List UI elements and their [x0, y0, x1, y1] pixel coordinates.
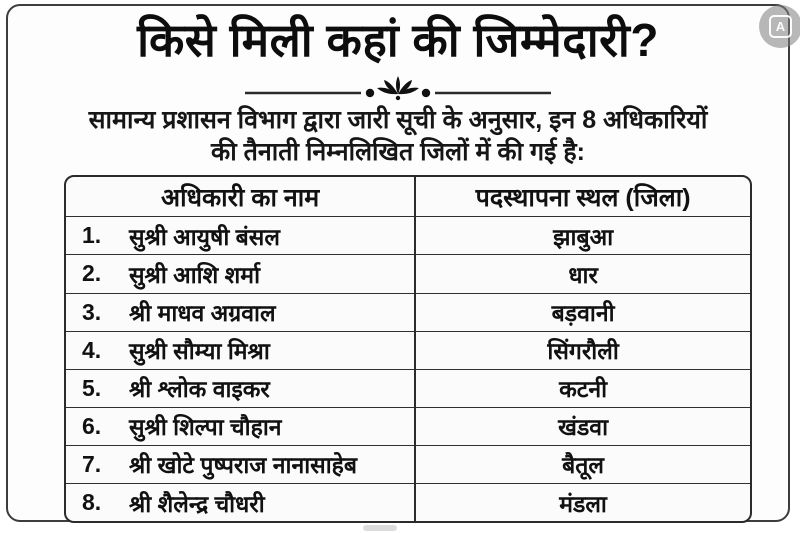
officer-name-cell — [66, 217, 416, 254]
officer-name: सुश्री शिल्पा चौहान — [129, 414, 282, 441]
district-cell: बड़वानी — [551, 300, 615, 327]
row-number: 1. — [82, 222, 102, 249]
officer-name-cell — [66, 370, 416, 407]
page-title: किसे मिली कहां की जिम्मेदारी? — [137, 14, 659, 66]
subtitle-line1: सामान्य प्रशासन विभाग द्वारा जारी सूची के अनुसार, इन 8 अधिकारियों — [88, 106, 708, 134]
lotus-divider-icon — [243, 72, 553, 106]
district-cell: बैतूल — [562, 452, 605, 479]
photo-viewer-badge[interactable] — [759, 5, 800, 48]
officer-name: श्री खोटे पुष्पराज नानासाहेब — [129, 452, 358, 479]
officer-name: श्री माधव अग्रवाल — [129, 300, 276, 327]
district-cell: खंडवा — [558, 414, 609, 441]
table-row — [66, 445, 750, 483]
officer-name: सुश्री सौम्या मिश्रा — [129, 338, 270, 365]
table-row — [66, 293, 750, 331]
bottom-edge-artifact — [363, 525, 397, 531]
table-row — [66, 331, 750, 369]
officers-table — [64, 175, 752, 523]
table-row — [66, 407, 750, 445]
table-row — [66, 369, 750, 407]
table-header-row — [66, 177, 750, 216]
row-number: 3. — [82, 298, 102, 325]
row-number: 5. — [82, 374, 102, 401]
table-row — [66, 483, 750, 521]
table-row — [66, 216, 750, 254]
subtitle — [8, 104, 788, 168]
officer-name-cell — [66, 255, 416, 292]
table-row — [66, 254, 750, 292]
district-cell: धार — [568, 261, 598, 288]
district-cell: कटनी — [559, 376, 608, 403]
content-card — [6, 4, 790, 522]
letter-a-icon: A — [769, 15, 792, 38]
officer-name-cell — [66, 408, 416, 445]
district-cell: सिंगरौली — [547, 338, 619, 365]
officer-name: श्री श्लोक वाइकर — [129, 376, 270, 403]
officer-name: सुश्री आशि शर्मा — [129, 261, 261, 288]
row-number: 4. — [82, 336, 102, 363]
officer-name: श्री शैलेन्द्र चौधरी — [129, 490, 265, 517]
district-cell: झाबुआ — [553, 223, 614, 250]
officer-name: सुश्री आयुषी बंसल — [129, 223, 280, 250]
header-posting-district: पदस्थापना स्थल (जिला) — [475, 183, 691, 212]
row-number: 7. — [82, 450, 102, 477]
officer-name-cell — [66, 484, 416, 521]
header-officer-name: अधिकारी का नाम — [66, 177, 416, 216]
row-number: 8. — [82, 489, 102, 516]
district-cell: मंडला — [559, 490, 607, 517]
subtitle-line2: की तैनाती निम्नलिखित जिलों में की गई है: — [211, 138, 585, 166]
row-number: 2. — [82, 260, 102, 287]
officer-name-cell — [66, 446, 416, 483]
row-number: 6. — [82, 412, 102, 439]
officer-name-cell — [66, 332, 416, 369]
officer-name-cell — [66, 294, 416, 331]
